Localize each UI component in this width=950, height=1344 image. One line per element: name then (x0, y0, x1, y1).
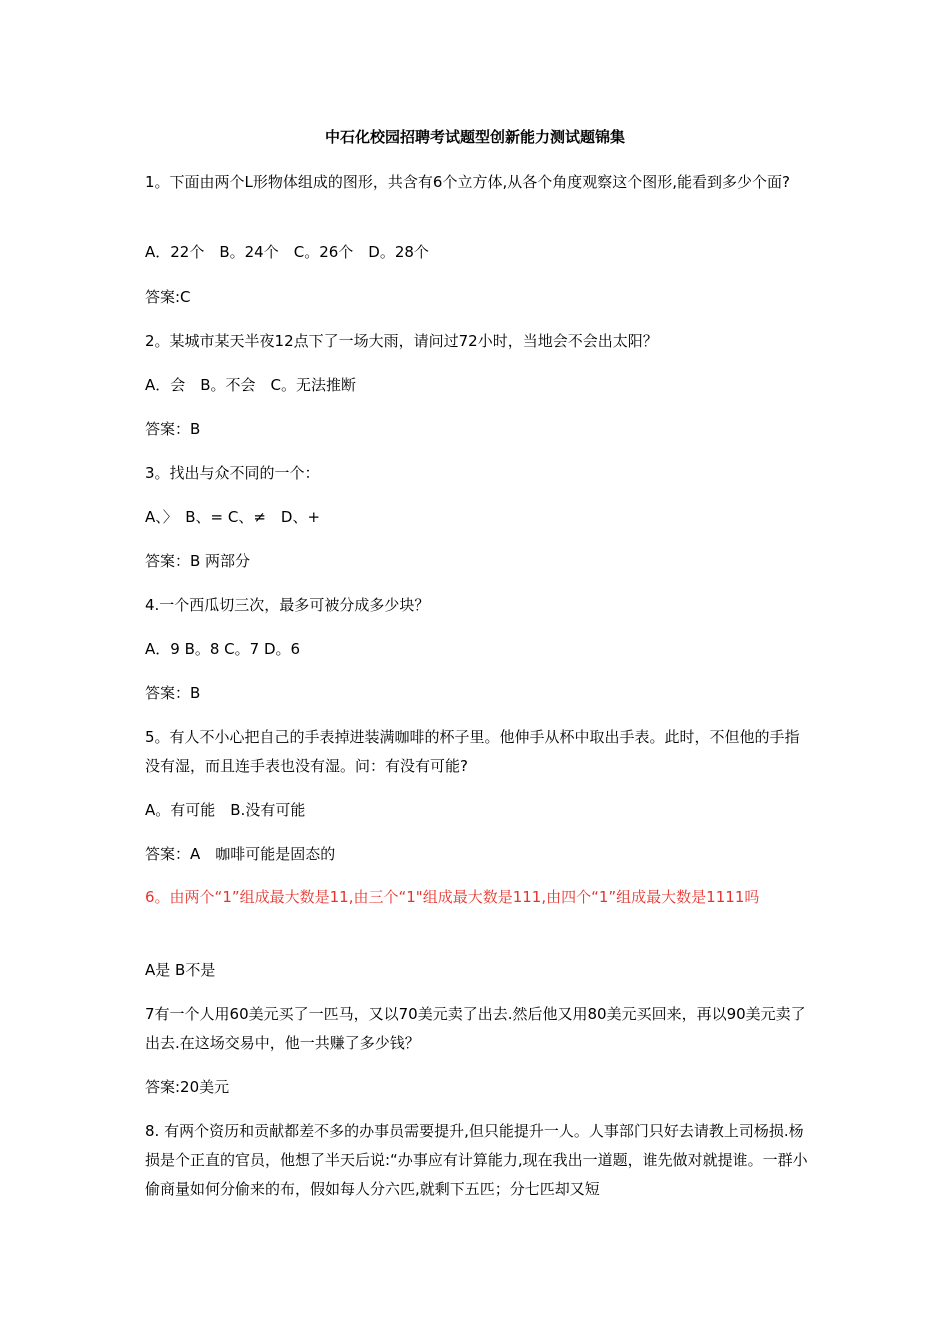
question-5-options: A。有可能 B.没有可能 (145, 801, 306, 819)
document-title: 中石化校园招聘考试题型创新能力测试题锦集 (324, 128, 625, 146)
question-1-text: 1。下面由两个L形物体组成的图形，共含有6个立方体,从各个角度观察这个图形,能看到多少个面? (145, 173, 790, 191)
question-5-text: 5。有人不小心把自己的手表掉进装满咖啡的杯子里。他伸手从杯中取出手表。此时，不但他的手指没有湿，而且连手表也没有湿。问：有没有可能? (145, 728, 800, 775)
question-3-text: 3。找出与众不同的一个： (145, 464, 320, 482)
question-4-options: A．9 B。8 C。7 D。6 (145, 640, 301, 658)
question-5-answer: 答案：A 咖啡可能是固态的 (145, 845, 336, 863)
question-3-answer: 答案：B 两部分 (145, 552, 251, 570)
question-8-text: 8. 有两个资历和贡献都差不多的办事员需要提升,但只能提升一人。人事部门只好去请教上司杨损.杨损是个正直的官员，他想了半天后说:“办事应有计算能力,现在我出一道题，谁先做对就提谁。一群小偷商量如何分偷来的布，假如每人分六匹,就剩下五匹；分七匹却又短 (145, 1122, 808, 1198)
question-2-text: 2。某城市某天半夜12点下了一场大雨，请问过72小时，当地会不会出太阳？ (145, 332, 658, 350)
question-1-answer: 答案:C (145, 288, 191, 306)
question-6-text: 6。由两个“1”组成最大数是11,由三个“1"组成最大数是111,由四个“1”组成最大数是1111吗 (145, 888, 760, 906)
question-7-answer: 答案:20美元 (145, 1078, 230, 1096)
question-6-options: A是 B不是 (145, 961, 216, 979)
question-4-answer: 答案：B (145, 684, 201, 702)
question-7-text: 7有一个人用60美元买了一匹马，又以70美元卖了出去.然后他又用80美元买回来，再以90美元卖了出去.在这场交易中，他一共赚了多少钱？ (145, 1005, 806, 1052)
question-1-options: A．22个 B。24个 C。26个 D。28个 (145, 243, 429, 261)
question-3-options: A、〉 B、= C、≠ D、+ (145, 508, 321, 526)
question-2-answer: 答案：B (145, 420, 201, 438)
question-2-options: A．会 B。不会 C。无法推断 (145, 376, 357, 394)
question-4-text: 4.一个西瓜切三次，最多可被分成多少块？ (145, 596, 430, 614)
